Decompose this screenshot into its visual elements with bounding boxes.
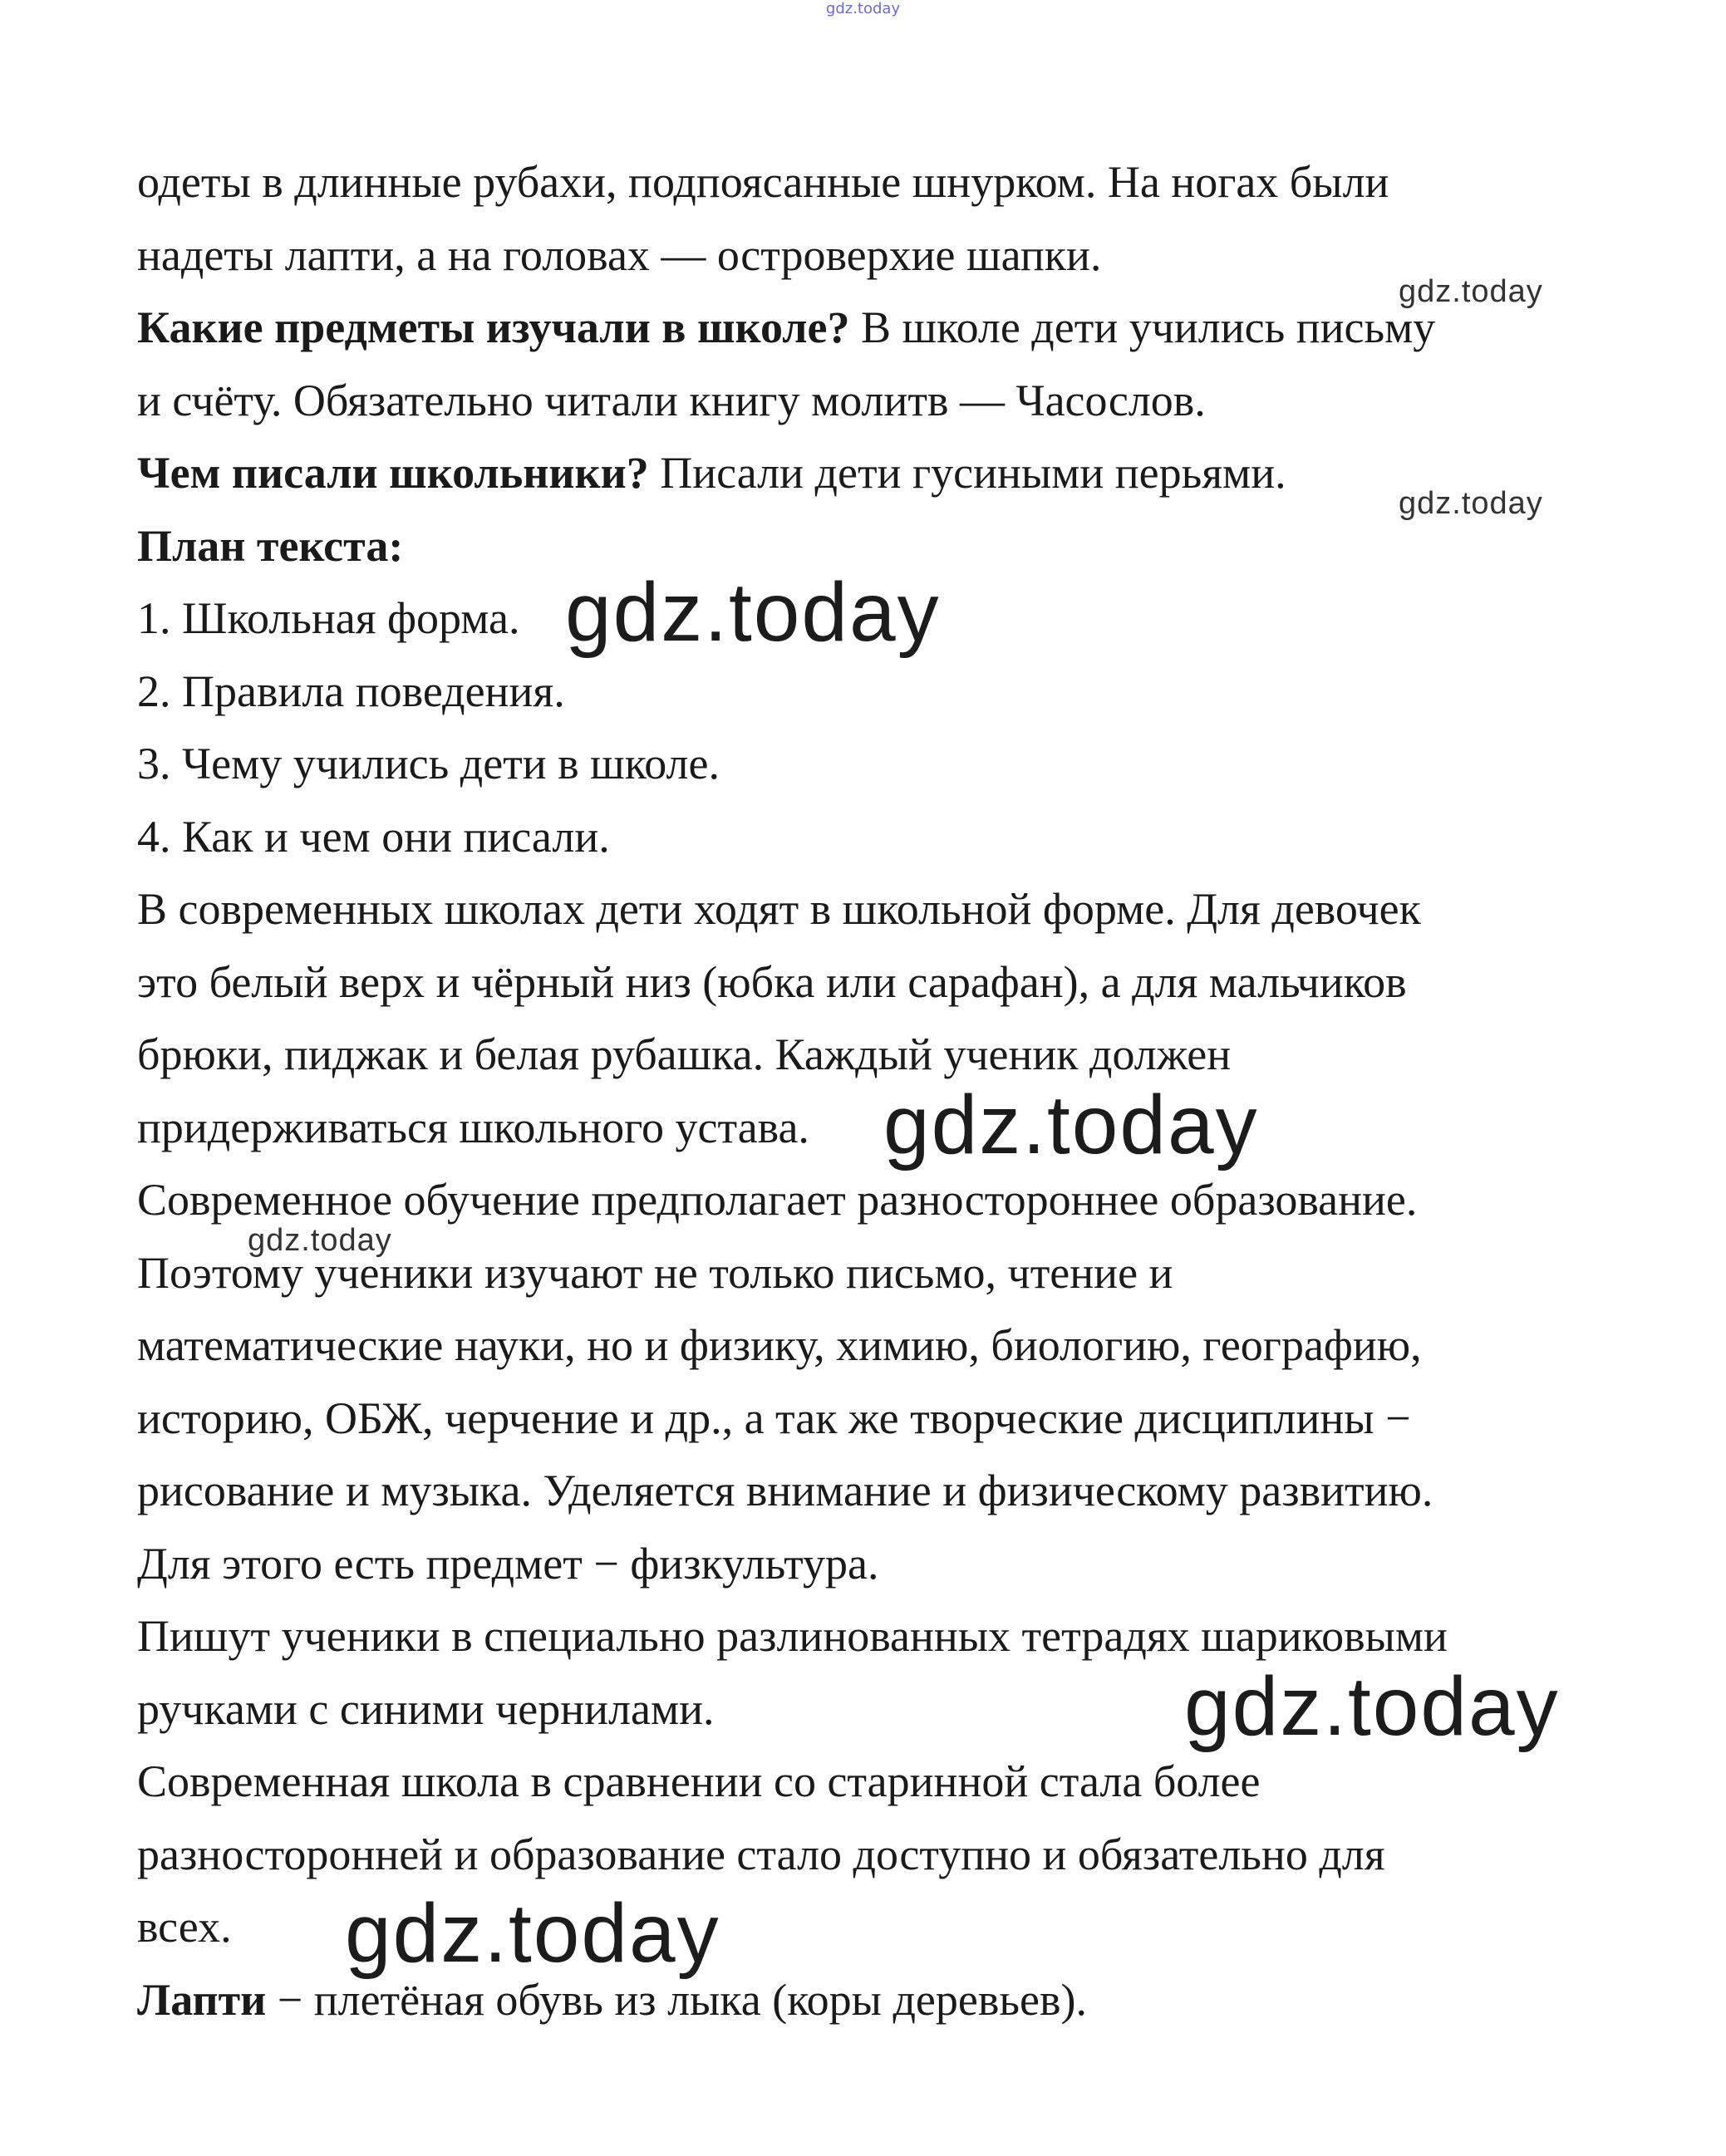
question-heading: Чем писали школьники? xyxy=(137,448,649,498)
text-line: Пишут ученики в специально разлинованных тетрадях шариковыми xyxy=(137,1611,1448,1661)
plan-item: 4. Как и чем они писали. xyxy=(137,811,610,862)
plan-item: 3. Чему учились дети в школе. xyxy=(137,739,720,788)
question-heading: Какие предметы изучали в школе? xyxy=(137,302,850,352)
text-line: рисование и музыка. Уделяется внимание и физическому развитию. xyxy=(137,1466,1433,1515)
watermark-large: gdz.today xyxy=(1184,1660,1560,1753)
text-line: ручками с синими чернилами. xyxy=(137,1683,715,1734)
watermark-small: gdz.today xyxy=(248,1223,392,1258)
text-line: надеты лапти, а на головах — островерхие шапки. xyxy=(137,229,1102,280)
question-line xyxy=(137,292,1616,365)
watermark-small: gdz.today xyxy=(1399,274,1543,309)
text-line: Для этого есть предмет − физкультура. xyxy=(137,1538,879,1589)
question-line xyxy=(137,437,1616,510)
definition-term: Лапти xyxy=(137,1974,267,2025)
text-line: одеты в длинные рубахи, подпоясанные шнурком. На ногах были xyxy=(137,157,1389,207)
plan-item: 2. Правила поведения. xyxy=(137,665,565,716)
text-line: историю, ОБЖ, черчение и др., а так же творческие дисциплины − xyxy=(137,1392,1411,1443)
watermark-large: gdz.today xyxy=(883,1078,1259,1171)
text-line: и счёту. Обязательно читали книгу молитв — Часослов. xyxy=(137,375,1206,425)
answer-text: Писали дети гусиными перьями. xyxy=(648,448,1286,498)
text-line: всех. xyxy=(137,1902,232,1952)
text-line: Современная школа в сравнении со старинной стала более xyxy=(137,1756,1261,1806)
text-line: математические науки, но и физику, химию, биологию, географию, xyxy=(137,1320,1422,1370)
text-line: придерживаться школьного устава. xyxy=(137,1102,809,1152)
watermark-large: gdz.today xyxy=(565,566,941,659)
text-line: Поэтому ученики изучают не только письмо, чтение и xyxy=(137,1247,1173,1298)
text-line: Современное обучение предполагает разностороннее образование. xyxy=(137,1175,1418,1225)
plan-title: План текста: xyxy=(137,520,404,571)
page-header-watermark: gdz.today xyxy=(825,0,901,17)
watermark-small: gdz.today xyxy=(1399,486,1543,521)
watermark-large: gdz.today xyxy=(345,1887,720,1980)
definition-text: − плетёная обувь из лыка (коры деревьев). xyxy=(266,1974,1087,2025)
text-line: разносторонней и образование стало доступно и обязательно для xyxy=(137,1829,1385,1879)
answer-text: В школе дети учились письму xyxy=(849,302,1436,352)
plan-item: 1. Школьная форма. xyxy=(137,593,520,643)
text-line: брюки, пиджак и белая рубашка. Каждый ученик должен xyxy=(137,1029,1232,1079)
text-line: это белый верх и чёрный низ (юбка или сарафан), а для мальчиков xyxy=(137,956,1407,1007)
text-line: В современных школах дети ходят в школьной форме. Для девочек xyxy=(137,884,1421,934)
